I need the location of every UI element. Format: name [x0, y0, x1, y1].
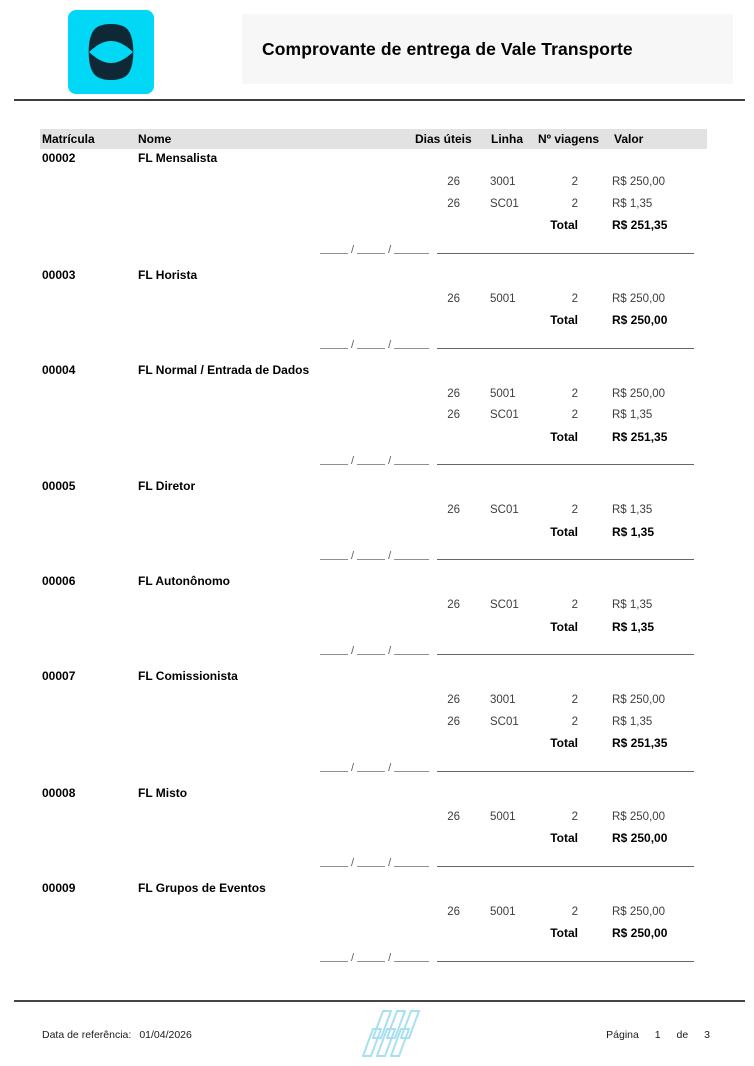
- employee-block: [40, 362, 707, 479]
- total-value: R$ 1,35: [612, 524, 655, 539]
- employee-list: [40, 150, 707, 975]
- employee-block: [40, 880, 707, 975]
- date-separator: /: [351, 455, 355, 467]
- viagens-value: 2: [571, 409, 578, 421]
- linha-value: 5001: [490, 905, 516, 918]
- linha-value: 5001: [490, 810, 516, 823]
- date-separator: /: [388, 951, 392, 964]
- valor-value: R$ 250,00: [612, 387, 666, 400]
- signature-row: [320, 639, 707, 668]
- employee-matricula: 00002: [42, 151, 76, 165]
- employee-matricula: 00006: [42, 574, 76, 588]
- total-value: R$ 250,00: [612, 926, 668, 940]
- date-blank-day: [320, 762, 348, 772]
- signature-line: [437, 857, 694, 867]
- valor-value: R$ 1,35: [612, 409, 653, 421]
- voucher-line-row: [40, 385, 707, 407]
- total-label: Total: [550, 218, 578, 232]
- employee-detail-rows: [40, 173, 707, 216]
- signature-line: [437, 455, 694, 465]
- employee-block: [40, 478, 707, 573]
- voucher-line-row: [40, 406, 707, 428]
- date-blank-month: [357, 762, 385, 772]
- viagens-value: 2: [571, 387, 578, 400]
- valor-value: R$ 250,00: [612, 694, 666, 706]
- dias-uteis-value: 26: [447, 715, 460, 728]
- employee-total-row: [40, 311, 707, 333]
- date-blank-year: [394, 339, 429, 349]
- page-indicator: [606, 1029, 710, 1041]
- linha-value: 3001: [490, 176, 516, 188]
- brand-hexagon-lens-icon: [68, 10, 154, 94]
- total-label: Total: [550, 926, 578, 940]
- date-blank-month: [357, 645, 385, 655]
- date-blank-day: [320, 339, 348, 349]
- page-label: Página: [606, 1029, 639, 1041]
- employee-nome: FL Diretor: [138, 479, 196, 493]
- reference-date-label: Data de referência:: [42, 1029, 132, 1041]
- voucher-line-row: [40, 596, 707, 618]
- date-separator: /: [351, 645, 355, 657]
- signature-line: [437, 762, 694, 772]
- date-blank-month: [357, 244, 385, 254]
- employee-name-row: [40, 267, 707, 290]
- dias-uteis-value: 26: [447, 599, 460, 611]
- linha-value: 5001: [490, 292, 516, 305]
- date-blank-month: [357, 952, 385, 962]
- signature-row: [320, 946, 707, 975]
- linha-value: SC01: [490, 197, 519, 210]
- dias-uteis-value: 26: [447, 504, 460, 516]
- date-blank-year: [394, 244, 429, 254]
- employee-total-row: [40, 829, 707, 851]
- linha-value: 5001: [490, 387, 516, 400]
- signature-row: [320, 756, 707, 785]
- column-header-matricula: Matrícula: [42, 132, 95, 146]
- employee-block: [40, 785, 707, 880]
- linha-value: 3001: [490, 694, 516, 706]
- dias-uteis-value: 26: [447, 387, 460, 400]
- linha-value: SC01: [490, 504, 519, 516]
- brand-logo: [68, 10, 154, 94]
- total-value: R$ 251,35: [612, 429, 668, 444]
- employee-name-row: [40, 880, 707, 903]
- signature-row: [320, 851, 707, 880]
- date-blank-day: [320, 645, 348, 655]
- signature-line: [437, 550, 694, 560]
- date-blank-day: [320, 244, 348, 254]
- date-blank-day: [320, 455, 348, 465]
- signature-row: [320, 544, 707, 573]
- viagens-value: 2: [571, 292, 578, 305]
- employee-block: [40, 150, 707, 267]
- employee-nome: FL Autonônomo: [138, 574, 230, 588]
- linha-value: SC01: [490, 599, 519, 611]
- voucher-line-row: [40, 290, 707, 312]
- valor-value: R$ 250,00: [612, 905, 666, 918]
- date-blank-year: [394, 952, 429, 962]
- valor-value: R$ 1,35: [612, 715, 653, 728]
- page-total: 3: [704, 1029, 710, 1041]
- voucher-line-row: [40, 713, 707, 735]
- valor-value: R$ 1,35: [612, 599, 653, 611]
- employee-block: [40, 267, 707, 362]
- dias-uteis-value: 26: [447, 197, 460, 210]
- dias-uteis-value: 26: [447, 409, 460, 421]
- dias-uteis-value: 26: [447, 292, 460, 305]
- column-header-linha: Linha: [491, 132, 523, 146]
- date-separator: /: [388, 455, 392, 467]
- voucher-line-row: [40, 808, 707, 830]
- voucher-line-row: [40, 195, 707, 217]
- total-label: Total: [550, 619, 578, 634]
- total-value: R$ 1,35: [612, 619, 655, 634]
- date-separator: /: [351, 338, 355, 351]
- employee-nome: FL Comissionista: [138, 669, 238, 683]
- date-separator: /: [388, 761, 392, 774]
- employee-total-row: [40, 523, 707, 545]
- employee-name-row: [40, 362, 707, 385]
- date-blank-year: [394, 762, 429, 772]
- employee-total-row: [40, 734, 707, 756]
- total-label: Total: [550, 736, 578, 750]
- employee-matricula: 00003: [42, 267, 76, 282]
- viagens-value: 2: [571, 694, 578, 706]
- employee-name-row: [40, 785, 707, 808]
- employee-matricula: 00009: [42, 880, 76, 895]
- signature-row: [320, 449, 707, 478]
- total-value: R$ 250,00: [612, 313, 668, 327]
- employee-name-row: [40, 478, 707, 501]
- valor-value: R$ 1,35: [612, 197, 653, 210]
- valor-value: R$ 1,35: [612, 504, 653, 516]
- date-separator: /: [351, 856, 355, 869]
- footer: [0, 1001, 754, 1066]
- viagens-value: 2: [571, 810, 578, 823]
- valor-value: R$ 250,00: [612, 810, 666, 823]
- date-separator: /: [388, 645, 392, 657]
- dias-uteis-value: 26: [447, 810, 460, 823]
- date-separator: /: [388, 243, 392, 256]
- employee-total-row: [40, 618, 707, 640]
- linha-value: SC01: [490, 409, 519, 421]
- employee-nome: FL Grupos de Eventos: [138, 880, 266, 895]
- date-separator: /: [351, 761, 355, 774]
- report-title-bar: [242, 14, 733, 84]
- employee-name-row: [40, 573, 707, 596]
- viagens-value: 2: [571, 599, 578, 611]
- voucher-line-row: [40, 501, 707, 523]
- date-blank-year: [394, 645, 429, 655]
- total-value: R$ 251,35: [612, 218, 668, 232]
- date-blank-day: [320, 550, 348, 560]
- total-label: Total: [550, 313, 578, 327]
- employee-total-row: [40, 428, 707, 450]
- employee-detail-rows: [40, 903, 707, 925]
- employee-nome: FL Misto: [138, 785, 188, 800]
- header-divider: [14, 99, 745, 101]
- employee-detail-rows: [40, 691, 707, 734]
- valor-value: R$ 250,00: [612, 176, 666, 188]
- date-blank-year: [394, 550, 429, 560]
- employee-block: [40, 668, 707, 785]
- signature-line: [437, 952, 694, 962]
- date-separator: /: [388, 550, 392, 562]
- employee-detail-rows: [40, 808, 707, 830]
- date-blank-month: [357, 857, 385, 867]
- employee-detail-rows: [40, 385, 707, 428]
- dias-uteis-value: 26: [447, 694, 460, 706]
- viagens-value: 2: [571, 197, 578, 210]
- voucher-line-row: [40, 903, 707, 925]
- date-separator: /: [351, 243, 355, 256]
- diagonal-slashes-watermark-icon: [347, 1008, 423, 1066]
- date-separator: /: [388, 338, 392, 351]
- total-value: R$ 251,35: [612, 736, 668, 750]
- employee-matricula: 00007: [42, 669, 76, 683]
- employee-block: [40, 573, 707, 668]
- employee-name-row: [40, 150, 707, 173]
- dias-uteis-value: 26: [447, 176, 460, 188]
- viagens-value: 2: [571, 715, 578, 728]
- date-blank-day: [320, 952, 348, 962]
- voucher-line-row: [40, 173, 707, 195]
- employee-nome: FL Normal / Entrada de Dados: [138, 362, 310, 377]
- dias-uteis-value: 26: [447, 905, 460, 918]
- column-header-dias-uteis: Dias úteis: [415, 132, 472, 146]
- employee-detail-rows: [40, 501, 707, 523]
- total-label: Total: [550, 429, 578, 444]
- employee-detail-rows: [40, 596, 707, 618]
- employee-nome: FL Mensalista: [138, 151, 218, 165]
- page-number: 1: [654, 1029, 661, 1041]
- total-value: R$ 250,00: [612, 831, 668, 845]
- total-label: Total: [550, 831, 578, 845]
- page-of-label: de: [676, 1029, 689, 1041]
- viagens-value: 2: [571, 176, 578, 188]
- employee-nome: FL Horista: [138, 267, 198, 282]
- employee-total-row: [40, 216, 707, 238]
- date-blank-year: [394, 455, 429, 465]
- employee-matricula: 00004: [42, 362, 76, 377]
- signature-row: [320, 238, 707, 267]
- column-header-viagens: Nº viagens: [538, 132, 600, 146]
- employee-detail-rows: [40, 290, 707, 312]
- total-label: Total: [550, 524, 578, 539]
- valor-value: R$ 250,00: [612, 292, 666, 305]
- date-separator: /: [351, 550, 355, 562]
- reference-date-value: 01/04/2026: [139, 1029, 192, 1041]
- signature-line: [437, 244, 694, 254]
- page-title: Comprovante de entrega de Vale Transporte: [262, 38, 633, 59]
- employee-matricula: 00008: [42, 785, 76, 800]
- date-blank-month: [357, 455, 385, 465]
- employee-total-row: [40, 924, 707, 946]
- employee-name-row: [40, 668, 707, 691]
- table-header-row: [40, 129, 707, 149]
- date-blank-month: [357, 339, 385, 349]
- viagens-value: 2: [571, 504, 578, 516]
- date-blank-month: [357, 550, 385, 560]
- date-blank-day: [320, 857, 348, 867]
- employee-matricula: 00005: [42, 479, 76, 493]
- voucher-line-row: [40, 691, 707, 713]
- column-header-valor: Valor: [614, 132, 644, 146]
- date-blank-year: [394, 857, 429, 867]
- linha-value: SC01: [490, 715, 519, 728]
- viagens-value: 2: [571, 905, 578, 918]
- date-separator: /: [351, 951, 355, 964]
- signature-line: [437, 339, 694, 349]
- signature-row: [320, 333, 707, 362]
- reference-date: [42, 1029, 192, 1041]
- column-header-nome: Nome: [138, 132, 172, 146]
- signature-line: [437, 645, 694, 655]
- date-separator: /: [388, 856, 392, 869]
